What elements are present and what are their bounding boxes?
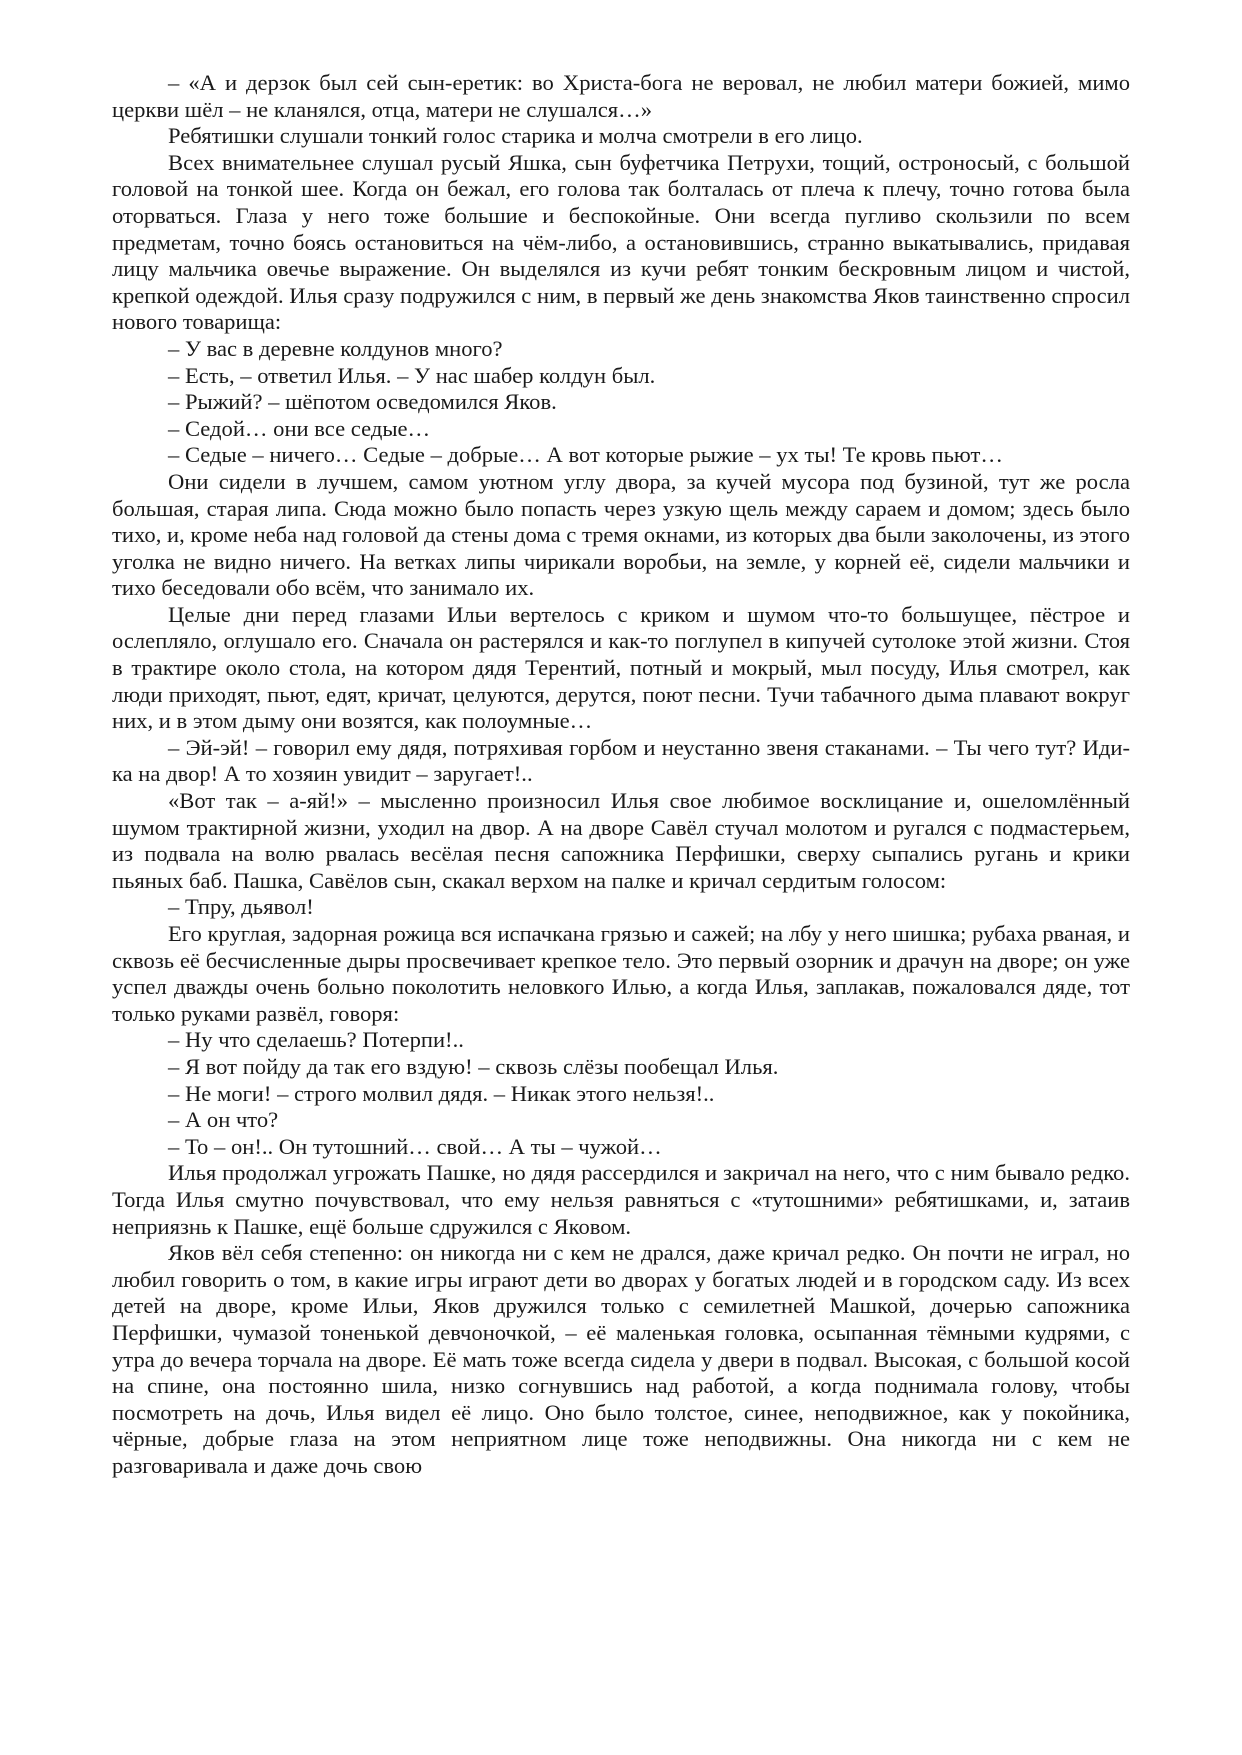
paragraph-1: – «А и дерзок был сей сын-еретик: во Христа-бога не веровал, не любил матери божией, мимо церкви шёл – не кланялся, отца, матери не слушался…»	[112, 70, 1130, 122]
paragraph-5: Целые дни перед глазами Ильи вертелось с криком и шумом что-то большущее, пёстрое и ослепляло, оглушало его. Сначала он растерялся и как-то поглупел в кипучей сутолоке этой жизни. Стоя в трактире около стола, на котором дядя Терентий, потный и мокрый, мыл посуду, Илья смотрел, как люди приходят, пьют, едят, кричат, целуются, дерутся, поют песни. Тучи табачного дыма плавают вокруг них, и в этом дыму они возятся, как полоумные…	[112, 601, 1130, 734]
document-page	[112, 70, 1130, 1479]
dialogue-line-1: – У вас в деревне колдунов много?	[168, 335, 503, 361]
paragraph-8: Илья продолжал угрожать Пашке, но дядя рассердился и закричал на него, что с ним бывало редко. Тогда Илья смутно почувствовал, что ему нельзя равняться с «тутошними» ребятишками, и, затаив неприязнь к Пашке, ещё больше сдружился с Яковом.	[112, 1160, 1130, 1239]
dialogue-line-4: – Седой… они все седые…	[168, 415, 431, 441]
dialogue-line-11: – А он что?	[168, 1107, 279, 1133]
paragraph-4: Они сидели в лучшем, самом уютном углу двора, за кучей мусора под бузиной, тут же росла большая, старая липа. Сюда можно было попасть через узкую щель между сараем и домом; здесь было тихо, и, кроме неба над головой да стены дома с тремя окнами, из которых два были заколочены, из этого уголка не видно ничего. На ветках липы чирикали воробьи, на земле, у корней её, сидели мальчики и тихо беседовали обо всём, что занимало их.	[112, 468, 1130, 601]
dialogue-line-6: – Эй-эй! – говорил ему дядя, потряхивая горбом и неустанно звеня стаканами. – Ты чего тут? Иди-ка на двор! А то хозяин увидит – заругает!..	[112, 734, 1130, 787]
dialogue-line-7: – Тпру, дьявол!	[168, 894, 314, 920]
paragraph-6: «Вот так – а-яй!» – мысленно произносил Илья свое любимое восклицание и, ошеломлённый шумом трактирной жизни, уходил на двор. А на дворе Савёл стучал молотом и ругался с подмастерьем, из подвала на волю рвалась весёлая песня сапожника Перфишки, сверху сыпались ругань и крики пьяных баб. Пашка, Савёлов сын, скакал верхом на палке и кричал сердитым голосом:	[112, 788, 1130, 893]
paragraph-3: Всех внимательнее слушал русый Яшка, сын буфетчика Петрухи, тощий, остроносый, с большой головой на тонкой шее. Когда он бежал, его голова так болталась от плеча к плечу, точно готова была оторваться. Глаза у него тоже большие и беспокойные. Они всегда пугливо скользили по всем предметам, точно боясь остановиться на чём-либо, а остановившись, странно выкатывались, придавая лицу мальчика овечье выражение. Он выделялся из кучи ребят тонким бескровным лицом и чистой, крепкой одеждой. Илья сразу подружился с ним, в первый же день знакомства Яков таинственно спросил нового товарища:	[112, 149, 1130, 335]
dialogue-line-5: – Седые – ничего… Седые – добрые… А вот которые рыжие – ух ты! Те кровь пьют…	[168, 442, 1003, 468]
dialogue-line-12: – То – он!.. Он тутошний… свой… А ты – чужой…	[168, 1133, 662, 1159]
paragraph-9: Яков вёл себя степенно: он никогда ни с кем не дрался, даже кричал редко. Он почти не играл, но любил говорить о том, в какие игры играют дети во дворах у богатых людей и в городском саду. Из всех детей на дворе, кроме Ильи, Яков дружился только с семилетней Машкой, дочерью сапожника Перфишки, чумазой тоненькой девчоночкой, – её маленькая головка, осыпанная тёмными кудрями, с утра до вечера торчала на дворе. Её мать тоже всегда сидела у двери в подвал. Высокая, с большой косой на спине, она постоянно шила, низко согнувшись над работой, а когда поднимала голову, чтобы посмотреть на дочь, Илья видел её лицо. Оно было толстое, синее, неподвижное, как у покойника, чёрные, добрые глаза на этом неприятном лице тоже неподвижны. Она никогда ни с кем не разговаривала и даже дочь свою	[112, 1240, 1130, 1478]
dialogue-line-8: – Ну что сделаешь? Потерпи!..	[168, 1027, 464, 1053]
paragraph-7: Его круглая, задорная рожица вся испачкана грязью и сажей; на лбу у него шишка; рубаха рваная, и сквозь её бесчисленные дыры просвечивает крепкое тело. Это первый озорник и драчун на дворе; он уже успел дважды очень больно поколотить неловкого Илью, а когда Илья, заплакав, пожаловался дяде, тот только руками развёл, говоря:	[112, 921, 1130, 1026]
paragraph-2: Ребятишки слушали тонкий голос старика и молча смотрели в его лицо.	[168, 123, 863, 149]
dialogue-line-10: – Не моги! – строго молвил дядя. – Никак этого нельзя!..	[168, 1080, 715, 1106]
dialogue-line-9: – Я вот пойду да так его вздую! – сквозь слёзы пообещал Илья.	[168, 1053, 779, 1079]
dialogue-line-2: – Есть, – ответил Илья. – У нас шабер колдун был.	[168, 362, 656, 388]
dialogue-line-3: – Рыжий? – шёпотом осведомился Яков.	[168, 389, 557, 415]
